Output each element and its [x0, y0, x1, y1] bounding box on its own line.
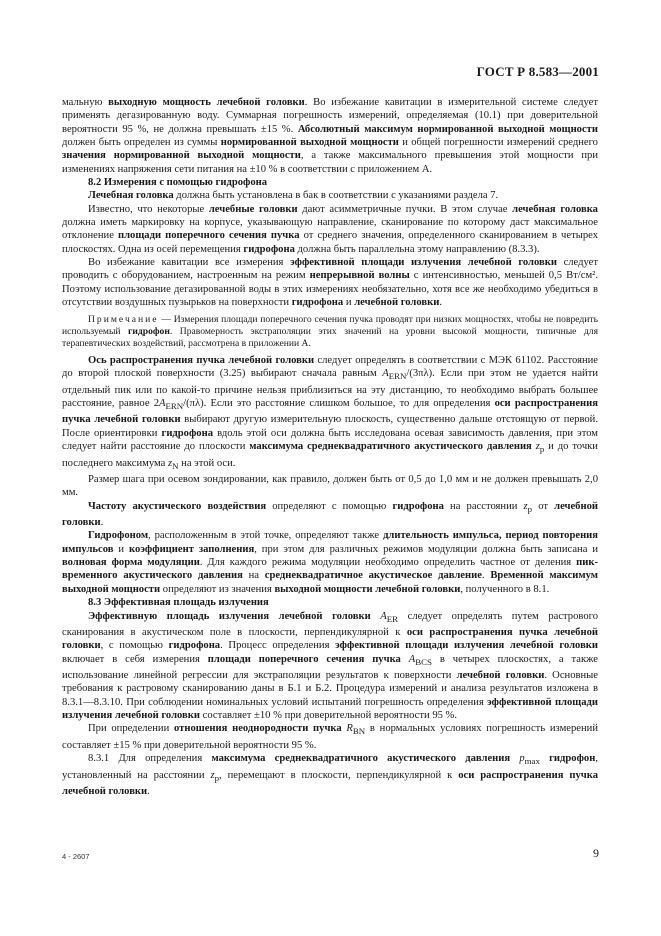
paragraph: 8.2 Измерения с помощью гидрофона [88, 177, 268, 189]
paragraph: 8.3.1 Для определения максимума среднеквадратичного акустического давления $p_{max}$ гидрофон, установленный на расстоянии $z_p$, перемещают в плоскости, перпендикулярной к оси распространения пучка лечебной головки. [62, 753, 599, 798]
paragraph: Ось распространения пучка лечебной головки следует определять в соответствии с МЭК 61102. Расстояние до второй плоской поверхности (3.25) выбирают сначала равным $A_{ERN}/(3\pi\lambda)$. Если при этом не удается найти отдельный пик или по какой-то причине нельзя приблизиться на эту дистанцию, то необходимо выбрать большее расстояние, равное $2A_{ERN}/(\pi\lambda)$. Если это расстояние слишком большое, то для определения оси распространения пучка лечебной головки выбирают другую измерительную плоскость, существенно дальше отстоящую от первой. После ориентировки гидрофона вдоль этой оси должна быть исследована осевая зависимость давления, при этом следует найти расстояние до плоскости максимума среднеквадратичного акустического давления $z_p$ и до точки последнего максимума $z_N$ на этой оси. [62, 354, 599, 471]
page-number: 9 [593, 846, 599, 860]
paragraph: Во избежание кавитации все измерения эффективной площади излучения лечебной головки следует проводить с оборудованием, настроенным на режим непрерывной волны с интенсивностью, меньшей 0,5 Вт/см². Поэтому использование дегазированной воды в этих измерениях необязательно, хотя все же необходимо убедиться в отсутствии воздушных пузырьков на поверхности гидрофона и лечебной головки. [62, 257, 598, 309]
paragraph: При определении отношения неоднородности пучка $R_{BN}$ в нормальных условиях погрешность измерений составляет ±15 % при доверительной вероятности 95 %. [62, 723, 599, 751]
document-body [62, 96, 598, 799]
paragraph: Известно, что некоторые лечебные головки дают асимметричные пучки. В этом случае лечебная головка должна иметь маркировку на корпусе, указывающую направление, сканирование по которому даст максимальное отклонение площади поперечного сечения пучка от среднего значения, определенного сканированием в четырех плоскостях. Одна из осей перемещения гидрофона должна быть параллельна этому направлению (8.3.3). [62, 203, 598, 255]
paragraph: Гидрофоном, расположенным в этой точке, определяют также длительность импульса, период повторения импульсов и коэффициент заполнения, при этом для различных режимов модуляции должна быть записана и волновая форма модуляции. Для каждого режима модуляции необходимо определить частное от деления пик-временного акустического давления на среднеквадратичное акустическое давление. Временной максимум выходной мощности определяют из значения выходной мощности лечебной головки, полученного в 8.1. [62, 530, 599, 595]
paragraph: Частоту акустического воздействия определяют с помощью гидрофона на расстоянии $z_p$ от лечебной головки. [62, 500, 598, 529]
print-code: 4 - 2607 [62, 852, 90, 861]
standard-header: ГОСТ Р 8.583—2001 [476, 64, 599, 79]
paragraph: Эффективную площадь излучения лечебной головки $A_{ER}$ следует определять путем растрового сканирования в акустическом поле в плоскости, перпендикулярной к оси распространения пучка лечебной головки, с помощью гидрофона. Процесс определения эффективной площади излучения лечебной головки включает в себя измерения площади поперечного сечения пучка $A_{BCS}$ в четырех плоскостях, а также использование линейной регрессии для экстраполяции результатов к поверхности лечебной головки. Основные требования к растровому сканированию даны в Б.1 и Б.2. Процедура измерений и анализа результатов изложена в 8.3.1—8.3.10. При соблюдении номинальных условий испытаний погрешность определения эффективной площади излучения лечебной головки составляет ±10 % при доверительной вероятности 95 %. [62, 610, 599, 722]
note-paragraph: Примечание — Измерения площади поперечного сечения пучка проводят при низких мощностях, чтобы не повредить используемый гидрофон. Правомерность экстраполяции этих значений на уровни высокой мощности, типичные для терапевтических воздействий, рассмотрена в приложении А. [62, 313, 598, 349]
paragraph: 8.3 Эффективная площадь излучения [88, 597, 269, 609]
paragraph: Размер шага при осевом зондировании, как правило, должен быть от 0,5 до 1,0 мм и не должен превышать 2,0 мм. [62, 473, 598, 499]
paragraph: Лечебная головка должна быть установлена в бак в соответствии с указаниями раздела 7. [88, 190, 499, 202]
paragraph: мальную выходную мощность лечебной головки. Во избежание кавитации в измерительной системе следует применять дегазированную воду. Суммарная погрешность измерений, определяемая (10.1) при доверительной вероятности 95 %, не должна превышать ±15 %. Абсолютный максимум нормированной выходной мощности должен быть определен из суммы нормированной выходной мощности и общей погрешности измерений среднего значения нормированной выходной мощности, а также максимального превышения этой мощности при изменениях напряжения сети питания на ±10 % в соответствии с приложением А. [62, 97, 599, 175]
